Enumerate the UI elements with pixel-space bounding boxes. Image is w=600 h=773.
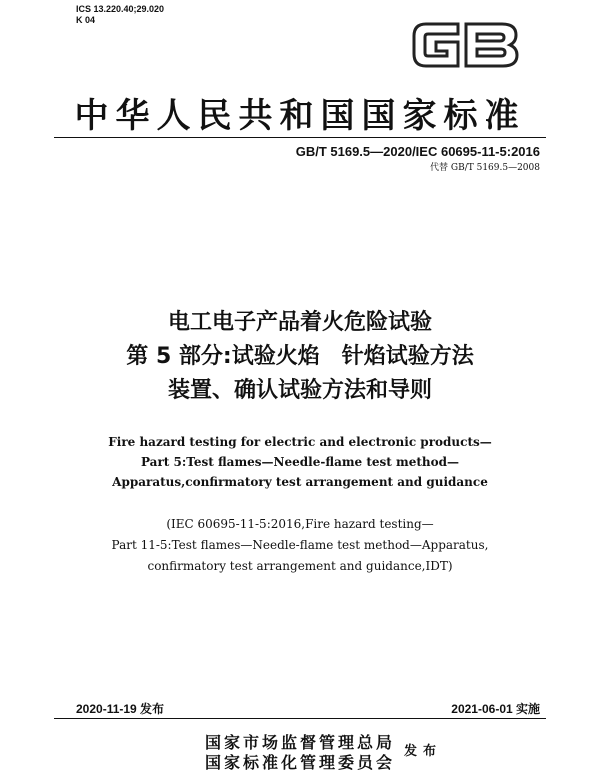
- title-en-line2: Part 5:Test flames—Needle-flame test method—: [140, 455, 459, 469]
- title-cn-line3: 装置、确认试验方法和导则: [167, 378, 432, 403]
- footer-divider: [54, 718, 546, 719]
- category-code: K 04: [76, 15, 96, 25]
- title-cn-line2: 第 5 部分:试验火焰 针焰试验方法: [126, 344, 474, 369]
- issuer-line2: 国家标准化管理委员会: [204, 753, 395, 772]
- idt-line2: Part 11-5:Test flames—Needle-flame test method—Apparatus,: [111, 538, 489, 552]
- idt-line1: (IEC 60695-11-5:2016,Fire hazard testing—: [166, 517, 434, 531]
- title-en-line3: Apparatus,confirmatory test arrangement and guidance: [112, 475, 488, 489]
- ics-code: ICS 13.220.40;29.020: [76, 4, 165, 14]
- header-divider: [54, 137, 546, 138]
- idt-line3: confirmatory test arrangement and guidance,IDT): [147, 559, 453, 573]
- title-en-line1: Fire hazard testing for electric and electronic products—: [108, 435, 492, 449]
- replaces-note: 代替 GB/T 5169.5—2008: [430, 163, 540, 173]
- classification-codes: [76, 4, 164, 26]
- national-standard-title: 中华人民共和国国家标准: [74, 96, 526, 136]
- issue-date: 2020-11-19 发布: [76, 702, 165, 716]
- title-cn-line1: 电工电子产品着火危险试验: [167, 310, 432, 335]
- issuer-line1: 国家市场监督管理总局: [204, 733, 395, 752]
- publish-label: 发布: [404, 744, 443, 759]
- gb-logo: [406, 14, 524, 76]
- implementation-date: 2021-06-01 实施: [451, 702, 540, 716]
- standard-number: GB/T 5169.5—2020/IEC 60695-11-5:2016: [295, 144, 540, 159]
